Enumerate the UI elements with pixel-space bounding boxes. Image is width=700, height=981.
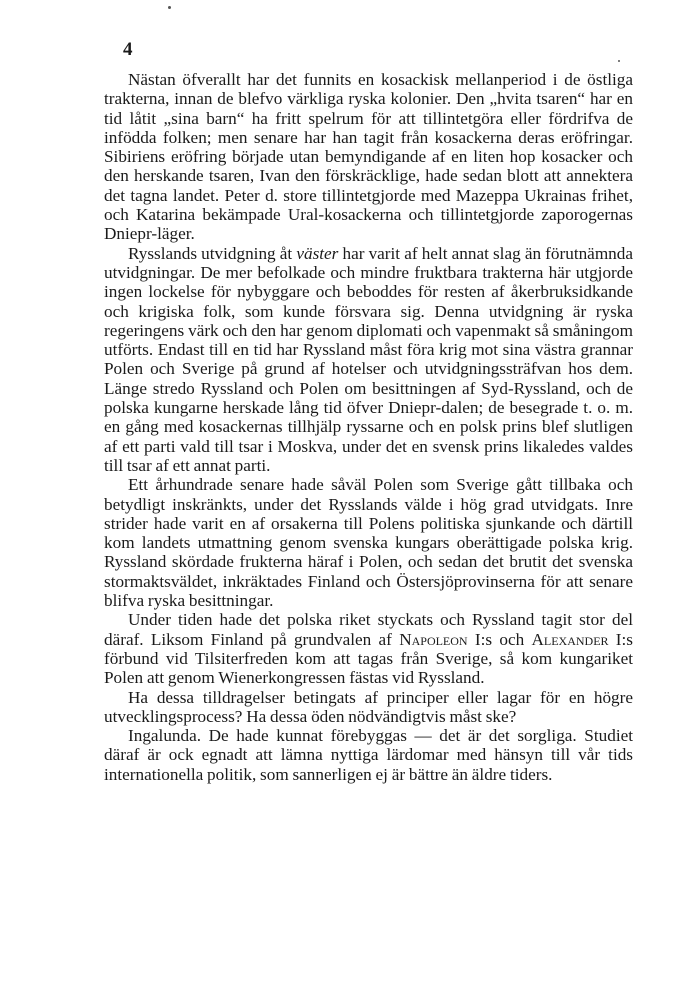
text-run: Ha dessa tilldragelser betingats af principer eller lagar för en högre utvecklingsprocess? Ha dessa öden nödvändigtvis måst ske? — [104, 687, 633, 726]
print-speck — [618, 60, 620, 62]
body-text — [104, 70, 633, 784]
paragraph — [104, 610, 633, 687]
emphasis-text: väster — [296, 243, 339, 263]
print-speck — [168, 6, 171, 9]
text-run: Ett århundrade senare hade såväl Polen som Sverige gått tillbaka och betydligt inskränkts, under det Rysslands välde i hög grad utvidgats. Inre strider hade varit en af orsakerna till Polens politiska sjunkande och därtill kom landets utmattning genom svenska kungars oberättigade polska krig. Ryssland skördade frukterna häraf i Polen, och sedan det brutit det svenska stormaktsväldet, inkräktades Finland och Östersjöprovinserna för att senare blifva ryska besittningar. — [104, 475, 633, 611]
paragraph — [104, 244, 633, 476]
text-run: Nästan öfverallt har det funnits en kosackisk mellanperiod i de östliga trakterna, innan de blefvo värkliga ryska kolonier. Den „hvita tsaren“ har en tid låtit „sina barn“ ha fritt spelrum för att tillintetgöra eller fördrifva de infödda folken; men senare har han tagit från kosackerna deras eröfringar. Sibiriens eröfring började utan bemyndigande af en liten hop kosacker och den herskande tsaren, Ivan den förskräcklige, hade sedan blott att annektera det tagna landet. Peter d. store tillintetgjorde med Mazeppa Ukrainas frihet, och Katarina bekämpade Ural-kosackerna och tillintetgjorde zaporogernas Dniepr-läger. — [104, 70, 633, 244]
name-smallcaps: Napoleon — [399, 629, 468, 649]
page-number: 4 — [123, 39, 133, 60]
paragraph — [104, 688, 633, 727]
text-run: Under tiden hade det polska riket styckats och Ryssland tagit stor del däraf. Liksom Finland på grundvalen af — [104, 610, 633, 649]
text-run: I:s och — [467, 629, 532, 649]
text-run: har varit af helt annat slag än förutnämnda utvidgningar. De mer befolkade och mindre fruktbara trakterna här utgjorde ingen lockelse för nybyggare och beboddes för resten af åkerbruksidkande och krigiska folk, som kunde försvara sig. Denna utvidgning är ryska regeringens värk och den har genom diplomati och vapenmakt så småningom utförts. Endast till en tid har Ryssland måst föra krig mot sina västra grannar Polen och Sverige på grund af hotelser och utvidgningssträfvan hos dem. Länge stredo Ryssland och Polen om besittningen af Syd-Ryssland, och de polska kungarne herskade lång tid öfver Dniepr-dalen; de besegrade t. o. m. en gång med kosackernas tillhjälp ryssarne och en polsk prins blef slutligen af ett parti vald till tsar i Moskva, under det en svensk prins likaledes valdes till tsar af ett annat parti. — [104, 243, 633, 475]
text-run: Rysslands utvidgning åt — [128, 243, 297, 263]
paragraph — [104, 726, 633, 784]
paragraph — [104, 70, 633, 244]
paragraph — [104, 475, 633, 610]
text-run: I:s förbund vid Tilsiterfreden kom att tagas från Sverige, så kom kungariket Polen att genom Wienerkongressen fästas vid Ryssland. — [104, 629, 633, 688]
name-smallcaps: Alexander — [531, 629, 609, 649]
text-run: Ingalunda. De hade kunnat förebyggas — det är det sorgliga. Studiet däraf är ock egnadt att lämna nyttiga lärdomar med hänsyn till vår tids internationella politik, som sannerligen ej är bättre än äldre tiders. — [104, 726, 633, 784]
